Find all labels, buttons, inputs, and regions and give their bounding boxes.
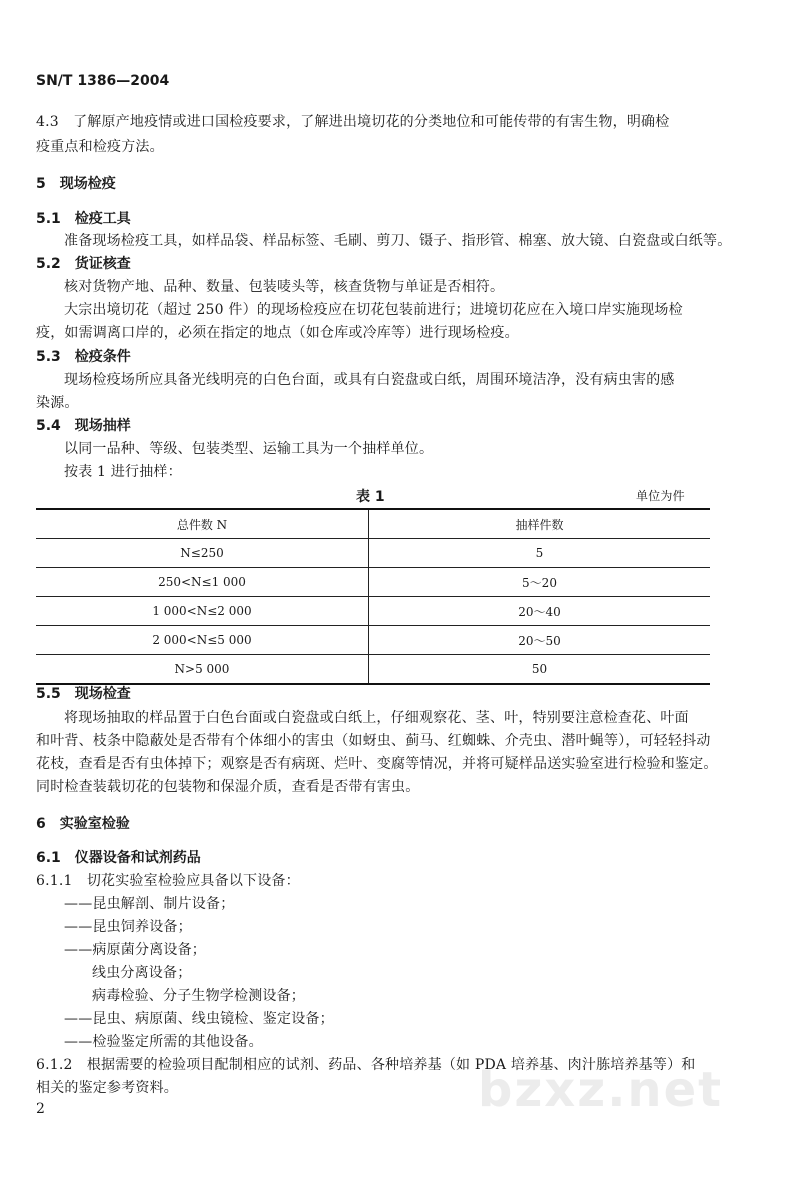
section-5-5-heading: 5.5 现场检查 xyxy=(36,686,131,702)
section-5-1-heading: 5.1 检疫工具 xyxy=(36,211,131,227)
cell-total-pieces: 2 000<N≤5 000 xyxy=(36,626,369,655)
table-row xyxy=(36,626,710,655)
para-5-1: 准备现场检疫工具，如样品袋、样品标签、毛刷、剪刀、镊子、指形管、棉塞、放大镜、白瓷盘或白纸等。 xyxy=(64,233,732,249)
header-sample-pieces: 抽样件数 xyxy=(369,509,711,539)
section-5-3-heading: 5.3 检疫条件 xyxy=(36,349,131,365)
header-total-pieces: 总件数 N xyxy=(36,509,369,539)
para-5-3-line1: 现场检疫场所应具备光线明亮的白色台面，或具有白瓷盘或白纸，周围环境洁净，没有病虫害的感 xyxy=(64,372,675,388)
list-item: ——检验鉴定所需的其他设备。 xyxy=(64,1034,263,1050)
page-number: 2 xyxy=(36,1101,45,1117)
para-5-2-b-line1: 大宗出境切花（超过 250 件）的现场检疫应在切花包装前进行；进境切花应在入境口岸实施现场检 xyxy=(64,302,683,318)
list-item: ——昆虫、病原菌、线虫镜检、鉴定设备； xyxy=(64,1011,334,1027)
para-5-5-line1: 将现场抽取的样品置于白色台面或白瓷盘或白纸上，仔细观察花、茎、叶，特别要注意检查花、叶面 xyxy=(64,710,689,726)
section-6-1-heading: 6.1 仪器设备和试剂药品 xyxy=(36,850,201,866)
cell-sample-pieces: 5～20 xyxy=(369,568,711,597)
table-row xyxy=(36,655,710,685)
section-6-heading: 6 实验室检验 xyxy=(36,816,130,832)
cell-total-pieces: N>5 000 xyxy=(36,655,369,685)
section-5-heading: 5 现场检疫 xyxy=(36,176,116,192)
sampling-table xyxy=(36,508,710,685)
para-5-5-line3: 花枝，查看是否有虫体掉下；观察是否有病斑、烂叶、变腐等情况，并将可疑样品送实验室进行检验和鉴定。 xyxy=(36,756,718,772)
list-item: ——昆虫解剖、制片设备； xyxy=(64,896,235,912)
table-row xyxy=(36,597,710,626)
cell-sample-pieces: 20～50 xyxy=(369,626,711,655)
cell-sample-pieces: 50 xyxy=(369,655,711,685)
para-6-1-1: 6.1.1 切花实验室检验应具备以下设备： xyxy=(36,873,300,889)
para-6-1-2-line2: 相关的鉴定参考资料。 xyxy=(36,1080,178,1096)
section-5-2-heading: 5.2 货证核查 xyxy=(36,256,131,272)
list-item: 病毒检验、分子生物学检测设备； xyxy=(92,988,305,1004)
cell-total-pieces: N≤250 xyxy=(36,539,369,568)
list-item: 线虫分离设备； xyxy=(92,965,192,981)
table-row xyxy=(36,539,710,568)
para-5-5-line2: 和叶背、枝条中隐蔽处是否带有个体细小的害虫（如蚜虫、蓟马、红蜘蛛、介壳虫、潜叶蝇等），可轻轻抖动 xyxy=(36,733,711,749)
para-5-5-line4: 同时检查装载切花的包装物和保湿介质，查看是否带有害虫。 xyxy=(36,779,420,795)
watermark: bzxz.net xyxy=(478,1062,724,1118)
standard-number: SN/T 1386—2004 xyxy=(36,73,170,89)
para-5-2-b-line2: 疫，如需调离口岸的，必须在指定的地点（如仓库或冷库等）进行现场检疫。 xyxy=(36,325,519,341)
para-4-3-line2: 疫重点和检疫方法。 xyxy=(36,139,164,155)
para-6-1-2-line1: 6.1.2 根据需要的检验项目配制相应的试剂、药品、各种培养基（如 PDA 培养基、肉汁胨培养基等）和 xyxy=(36,1057,696,1073)
para-5-3-line2: 染源。 xyxy=(36,395,79,411)
para-5-2-a: 核对货物产地、品种、数量、包装唛头等，核查货物与单证是否相符。 xyxy=(64,279,505,295)
para-5-4-a: 以同一品种、等级、包装类型、运输工具为一个抽样单位。 xyxy=(64,441,434,457)
cell-sample-pieces: 20～40 xyxy=(369,597,711,626)
table-unit: 单位为件 xyxy=(636,489,685,503)
cell-total-pieces: 1 000<N≤2 000 xyxy=(36,597,369,626)
table-row xyxy=(36,568,710,597)
para-5-4-b: 按表 1 进行抽样： xyxy=(64,464,182,480)
list-item: ——病原菌分离设备； xyxy=(64,942,206,958)
cell-sample-pieces: 5 xyxy=(369,539,711,568)
section-5-4-heading: 5.4 现场抽样 xyxy=(36,418,131,434)
list-item: ——昆虫饲养设备； xyxy=(64,919,192,935)
cell-total-pieces: 250<N≤1 000 xyxy=(36,568,369,597)
para-4-3-line1: 4.3 了解原产地疫情或进口国检疫要求，了解进出境切花的分类地位和可能传带的有害生物，明确检 xyxy=(36,114,670,130)
table-title: 表 1 xyxy=(356,489,385,505)
table-header-row xyxy=(36,509,710,539)
